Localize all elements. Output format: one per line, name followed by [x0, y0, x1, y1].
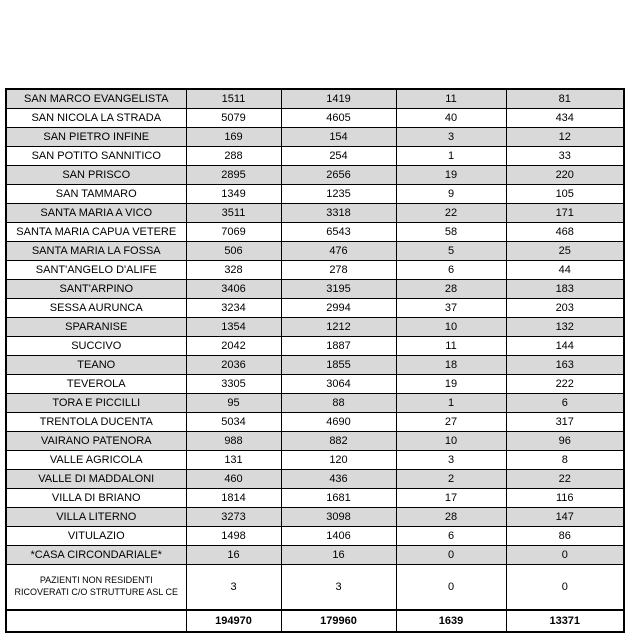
totals-row — [6, 610, 624, 632]
value-cell: 40 — [396, 109, 506, 128]
table-row — [6, 318, 624, 337]
value-cell: 0 — [506, 565, 624, 611]
value-cell: 6 — [506, 394, 624, 413]
value-cell: 58 — [396, 223, 506, 242]
value-cell: 1511 — [186, 89, 281, 109]
value-cell: 254 — [281, 147, 396, 166]
value-cell: 95 — [186, 394, 281, 413]
value-cell: 1681 — [281, 489, 396, 508]
municipality-name-cell: SESSA AURUNCA — [6, 299, 186, 318]
value-cell: 28 — [396, 280, 506, 299]
value-cell: 96 — [506, 432, 624, 451]
table-row — [6, 375, 624, 394]
value-cell: 5079 — [186, 109, 281, 128]
table-row — [6, 508, 624, 527]
value-cell: 3064 — [281, 375, 396, 394]
municipality-name-cell: SANTA MARIA A VICO — [6, 204, 186, 223]
value-cell: 0 — [506, 546, 624, 565]
value-cell: 86 — [506, 527, 624, 546]
value-cell: 2 — [396, 470, 506, 489]
value-cell: 169 — [186, 128, 281, 147]
table-row — [6, 89, 624, 109]
value-cell: 8 — [506, 451, 624, 470]
table-row — [6, 413, 624, 432]
table-row — [6, 299, 624, 318]
municipality-name-cell: VAIRANO PATENORA — [6, 432, 186, 451]
value-cell: 434 — [506, 109, 624, 128]
value-cell: 4690 — [281, 413, 396, 432]
value-cell: 203 — [506, 299, 624, 318]
totals-value-cell: 179960 — [281, 610, 396, 632]
municipalities-data-table — [5, 88, 625, 633]
value-cell: 11 — [396, 337, 506, 356]
value-cell: 37 — [396, 299, 506, 318]
value-cell: 6 — [396, 261, 506, 280]
value-cell: 1855 — [281, 356, 396, 375]
value-cell: 6543 — [281, 223, 396, 242]
value-cell: 44 — [506, 261, 624, 280]
value-cell: 2656 — [281, 166, 396, 185]
value-cell: 105 — [506, 185, 624, 204]
table-row — [6, 489, 624, 508]
table-row — [6, 432, 624, 451]
value-cell: 222 — [506, 375, 624, 394]
value-cell: 1498 — [186, 527, 281, 546]
value-cell: 25 — [506, 242, 624, 261]
municipality-name-cell: SAN PIETRO INFINE — [6, 128, 186, 147]
value-cell: 132 — [506, 318, 624, 337]
municipality-name-cell: VILLA LITERNO — [6, 508, 186, 527]
municipality-name-cell: SANT'ANGELO D'ALIFE — [6, 261, 186, 280]
totals-value-cell: 1639 — [396, 610, 506, 632]
municipality-name-cell: TEANO — [6, 356, 186, 375]
value-cell: 3098 — [281, 508, 396, 527]
value-cell: 2895 — [186, 166, 281, 185]
value-cell: 27 — [396, 413, 506, 432]
municipality-name-cell: VITULAZIO — [6, 527, 186, 546]
municipality-name-cell: SUCCIVO — [6, 337, 186, 356]
value-cell: 1 — [396, 147, 506, 166]
value-cell: 3 — [281, 565, 396, 611]
value-cell: 28 — [396, 508, 506, 527]
table-row — [6, 109, 624, 128]
value-cell: 131 — [186, 451, 281, 470]
value-cell: 476 — [281, 242, 396, 261]
value-cell: 33 — [506, 147, 624, 166]
value-cell: 154 — [281, 128, 396, 147]
value-cell: 11 — [396, 89, 506, 109]
value-cell: 9 — [396, 185, 506, 204]
value-cell: 12 — [506, 128, 624, 147]
municipality-name-cell: SANT'ARPINO — [6, 280, 186, 299]
municipality-name-cell: SPARANISE — [6, 318, 186, 337]
value-cell: 220 — [506, 166, 624, 185]
value-cell: 3318 — [281, 204, 396, 223]
value-cell: 10 — [396, 318, 506, 337]
table-row — [6, 527, 624, 546]
value-cell: 6 — [396, 527, 506, 546]
table-row — [6, 470, 624, 489]
value-cell: 317 — [506, 413, 624, 432]
municipality-name-cell: SAN PRISCO — [6, 166, 186, 185]
municipality-name-cell: PAZIENTI NON RESIDENTI RICOVERATI C/O STRUTTURE ASL CE — [6, 565, 186, 611]
municipality-name-cell: SAN TAMMARO — [6, 185, 186, 204]
value-cell: 3234 — [186, 299, 281, 318]
value-cell: 147 — [506, 508, 624, 527]
value-cell: 163 — [506, 356, 624, 375]
value-cell: 1235 — [281, 185, 396, 204]
value-cell: 0 — [396, 546, 506, 565]
value-cell: 7069 — [186, 223, 281, 242]
value-cell: 460 — [186, 470, 281, 489]
table-body — [6, 89, 624, 610]
value-cell: 22 — [506, 470, 624, 489]
municipality-name-cell: SAN POTITO SANNITICO — [6, 147, 186, 166]
value-cell: 17 — [396, 489, 506, 508]
municipality-name-cell: SANTA MARIA CAPUA VETERE — [6, 223, 186, 242]
table-row — [6, 280, 624, 299]
value-cell: 3 — [396, 128, 506, 147]
value-cell: 18 — [396, 356, 506, 375]
table-row — [6, 204, 624, 223]
totals-value-cell: 13371 — [506, 610, 624, 632]
municipality-name-cell: SAN NICOLA LA STRADA — [6, 109, 186, 128]
value-cell: 5 — [396, 242, 506, 261]
value-cell: 116 — [506, 489, 624, 508]
value-cell: 3406 — [186, 280, 281, 299]
value-cell: 10 — [396, 432, 506, 451]
table-row — [6, 261, 624, 280]
table-row — [6, 147, 624, 166]
value-cell: 3 — [186, 565, 281, 611]
table-row — [6, 546, 624, 565]
value-cell: 3511 — [186, 204, 281, 223]
value-cell: 81 — [506, 89, 624, 109]
table-row — [6, 185, 624, 204]
municipality-name-cell: VALLE DI MADDALONI — [6, 470, 186, 489]
value-cell: 19 — [396, 166, 506, 185]
value-cell: 1814 — [186, 489, 281, 508]
value-cell: 183 — [506, 280, 624, 299]
value-cell: 4605 — [281, 109, 396, 128]
value-cell: 1887 — [281, 337, 396, 356]
value-cell: 88 — [281, 394, 396, 413]
value-cell: 288 — [186, 147, 281, 166]
table-row — [6, 337, 624, 356]
value-cell: 3273 — [186, 508, 281, 527]
value-cell: 506 — [186, 242, 281, 261]
value-cell: 144 — [506, 337, 624, 356]
value-cell: 1 — [396, 394, 506, 413]
value-cell: 0 — [396, 565, 506, 611]
municipality-name-cell: *CASA CIRCONDARIALE* — [6, 546, 186, 565]
value-cell: 5034 — [186, 413, 281, 432]
municipality-name-cell: SAN MARCO EVANGELISTA — [6, 89, 186, 109]
value-cell: 19 — [396, 375, 506, 394]
table-row — [6, 166, 624, 185]
value-cell: 2994 — [281, 299, 396, 318]
value-cell: 328 — [186, 261, 281, 280]
table-row — [6, 565, 624, 611]
table-row — [6, 223, 624, 242]
table-row — [6, 128, 624, 147]
value-cell: 1354 — [186, 318, 281, 337]
table-row — [6, 356, 624, 375]
value-cell: 16 — [186, 546, 281, 565]
table-row — [6, 394, 624, 413]
value-cell: 16 — [281, 546, 396, 565]
value-cell: 3305 — [186, 375, 281, 394]
value-cell: 1419 — [281, 89, 396, 109]
value-cell: 3195 — [281, 280, 396, 299]
value-cell: 22 — [396, 204, 506, 223]
value-cell: 120 — [281, 451, 396, 470]
table-row — [6, 242, 624, 261]
totals-empty-cell — [6, 610, 186, 632]
municipality-name-cell: TEVEROLA — [6, 375, 186, 394]
value-cell: 3 — [396, 451, 506, 470]
value-cell: 171 — [506, 204, 624, 223]
value-cell: 2036 — [186, 356, 281, 375]
value-cell: 1406 — [281, 527, 396, 546]
municipality-name-cell: VALLE AGRICOLA — [6, 451, 186, 470]
municipality-name-cell: SANTA MARIA LA FOSSA — [6, 242, 186, 261]
value-cell: 468 — [506, 223, 624, 242]
totals-value-cell: 194970 — [186, 610, 281, 632]
value-cell: 2042 — [186, 337, 281, 356]
value-cell: 1349 — [186, 185, 281, 204]
value-cell: 436 — [281, 470, 396, 489]
value-cell: 1212 — [281, 318, 396, 337]
value-cell: 988 — [186, 432, 281, 451]
value-cell: 278 — [281, 261, 396, 280]
municipality-name-cell: TORA E PICCILLI — [6, 394, 186, 413]
table-row — [6, 451, 624, 470]
municipality-name-cell: TRENTOLA DUCENTA — [6, 413, 186, 432]
municipality-name-cell: VILLA DI BRIANO — [6, 489, 186, 508]
value-cell: 882 — [281, 432, 396, 451]
